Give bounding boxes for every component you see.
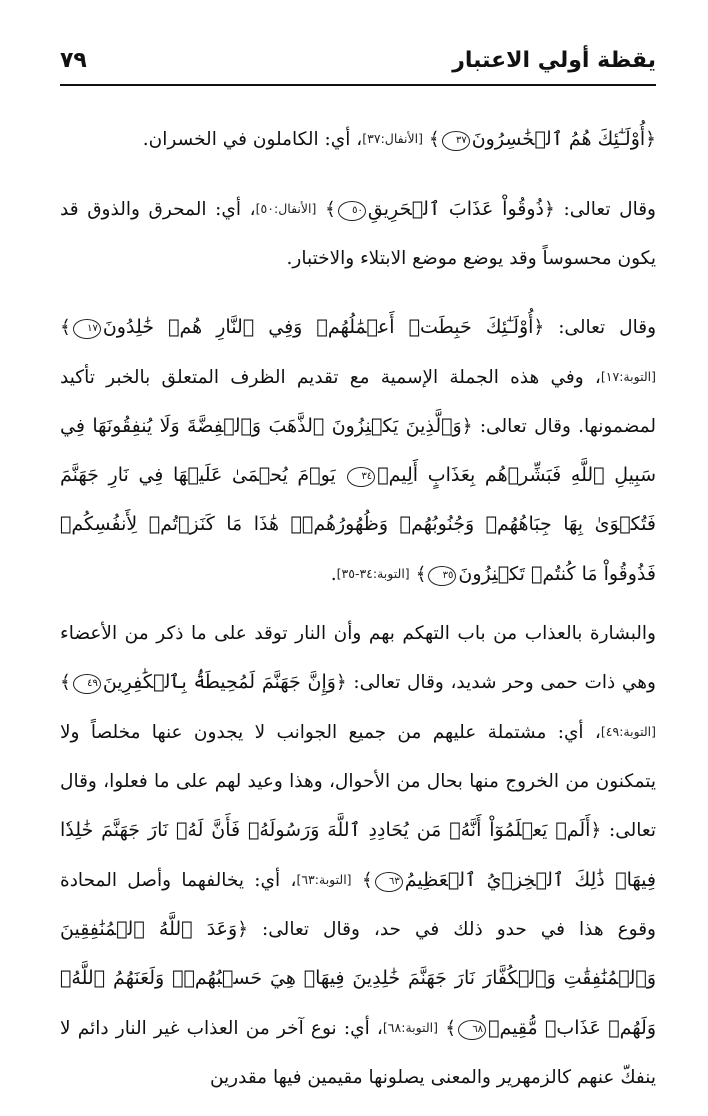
ayah-number-mark: ٤٩ xyxy=(73,674,101,694)
paragraph-2: وقال تعالى: ﴿ذُوقُواْ عَذَابَ ٱلۡحَرِيقِ٥٠﴾ [الأنفال:٥٠]، أي: المحرق والذوق قد يكون محسوساً وقد يوضع موضع الابتلاء والاختبار. xyxy=(60,198,656,269)
ayah-number-mark: ٣٧ xyxy=(442,131,470,151)
paragraph-text: وقال تعالى: xyxy=(558,317,656,338)
ayah-number-mark: ٥٠ xyxy=(338,201,366,221)
quran-verse: ذُوقُواْ عَذَابَ ٱلۡحَرِيقِ xyxy=(367,198,544,220)
paragraph-4: والبشارة بالعذاب من باب التهكم بهم وأن النار توقد على ما ذكر من الأعضاء وهي ذات حمى وحر شديد، وقال تعالى: ﴿وَإِنَّ جَهَنَّمَ لَمُحِيطَةُۢ بِٱلۡكَٰفِرِينَ٤٩﴾ [التوبة:٤٩]، أي: مشتملة عليهم من جميع الجوانب لا يجدون عنها مخلصاً ولا يتمكنون من الخروج منها بحال من الأحوال، وهذا وعيد لهم على ما فعلوا، وقال تعالى: ﴿أَلَمۡ يَعۡلَمُوٓاْ أَنَّهُۥ مَن يُحَادِدِ ٱللَّهَ وَرَسُولَهُۥ فَأَنَّ لَهُۥ نَارَ جَهَنَّمَ خَٰلِدٗا فِيهَاۚ ذَٰلِكَ ٱلۡخِزۡيُ ٱلۡعَظِيمُ٦٣﴾ [التوبة:٦٣]، أي: يخالفهما وأصل المحادة وقوع هذا في حدو ذلك في حد، وقال تعالى: ﴿وَعَدَ ٱللَّهُ ٱلۡمُنَٰفِقِينَ وَٱلۡمُنَٰفِقَٰتِ وَٱلۡكُفَّارَ نَارَ جَهَنَّمَ خَٰلِدِينَ فِيهَاۚ هِيَ حَسۡبُهُمۡۚ وَلَعَنَهُمُ ٱللَّهُۖ وَلَهُمۡ عَذَابٞ مُّقِيمٞ٦٨﴾ [التوبة:٦٨]، أي: نوع آخر من العذاب غير النار دائم لا ينفكّ عنهم كالزمهرير والمعنى يصلونها مقيمين فيها مقدرين xyxy=(60,623,656,1088)
verse-reference: [التوبة:٦٣] xyxy=(296,872,352,887)
paragraph-1: ﴿أُوْلَـٰٓئِكَ هُمُ ٱلۡخَٰسِرُونَ٣٧﴾ [الأنفال:٣٧]، أي: الكاملون في الخسران. xyxy=(142,128,656,150)
paragraph-text: ، أي: نوع آخر من العذاب غير النار دائم لا ينفكّ عنهم كالزمهرير والمعنى يصلونها مقيمين فيها مقدرين xyxy=(60,1018,656,1088)
verse-reference: [الأنفال:٣٧] xyxy=(362,131,423,146)
paragraph-text: ، وفي هذه الجملة الإسمية مع تقديم الظرف المتعلق بالخبر تأكيد لمضمونها. وقال تعالى: xyxy=(60,367,656,437)
book-page xyxy=(60,40,656,1100)
paragraph-text: وقال تعالى: xyxy=(563,199,656,220)
quran-verse: أُوْلَـٰٓئِكَ حَبِطَتۡ أَعۡمَٰلُهُمۡ وَفِي ٱلنَّارِ هُمۡ خَٰلِدُونَ xyxy=(102,316,534,338)
paragraph-text: ، أي: المحرق والذوق قد يكون محسوساً وقد يوضع موضع الابتلاء والاختبار. xyxy=(60,199,656,269)
paragraph-text: ، أي: يخالفهما وأصل المحادة وقوع هذا في حدو ذلك في حد، وقال تعالى: xyxy=(60,870,656,940)
page-number: ٧٩ xyxy=(60,48,87,73)
verse-reference: [التوبة:١٧] xyxy=(600,369,656,384)
quran-verse: وَإِنَّ جَهَنَّمَ لَمُحِيطَةُۢ بِٱلۡكَٰفِرِينَ xyxy=(102,671,336,693)
quran-verse: أُوْلَـٰٓئِكَ هُمُ ٱلۡخَٰسِرُونَ xyxy=(471,128,646,150)
ayah-number-mark: ٦٨ xyxy=(458,1020,486,1040)
page-header xyxy=(60,40,656,86)
ayah-number-mark: ٣٥ xyxy=(428,566,456,586)
running-title: يقظة أولي الاعتبار xyxy=(452,48,656,73)
paragraph-text: ، أي: الكاملون في الخسران. xyxy=(142,129,363,150)
paragraph-text: ، أي: مشتملة عليهم من جميع الجوانب لا يجدون عنها مخلصاً ولا يتمكنون من الخروج منها بحال من الأحوال، وهذا وعيد لهم على ما فعلوا، وقال تعالى: xyxy=(60,722,656,841)
ayah-number-mark: ٦٣ xyxy=(375,872,403,892)
ayah-number-mark: ٣٤ xyxy=(347,467,375,487)
quran-verse: وَعَدَ ٱللَّهُ ٱلۡمُنَٰفِقِينَ وَٱلۡمُنَٰفِقَٰتِ وَٱلۡكُفَّارَ نَارَ جَهَنَّمَ خَٰلِدِينَ فِيهَاۚ هِيَ حَسۡبُهُمۡۚ وَلَعَنَهُمُ ٱللَّهُۖ وَلَهُمۡ عَذَابٞ مُّقِيمٞ xyxy=(60,918,656,1039)
quran-verse: أَلَمۡ يَعۡلَمُوٓاْ أَنَّهُۥ مَن يُحَادِدِ ٱللَّهَ وَرَسُولَهُۥ فَأَنَّ لَهُۥ نَارَ جَهَنَّمَ خَٰلِدٗا فِيهَاۚ ذَٰلِكَ ٱلۡخِزۡيُ ٱلۡعَظِيمُ xyxy=(60,819,656,891)
verse-reference: [الأنفال:٥٠] xyxy=(255,201,317,216)
paragraph-3: وقال تعالى: ﴿أُوْلَـٰٓئِكَ حَبِطَتۡ أَعۡمَٰلُهُمۡ وَفِي ٱلنَّارِ هُمۡ خَٰلِدُونَ١٧﴾ [التوبة:١٧]، وفي هذه الجملة الإسمية مع تقديم الظرف المتعلق بالخبر تأكيد لمضمونها. وقال تعالى: ﴿وَٱلَّذِينَ يَكۡنِزُونَ ٱلذَّهَبَ وَٱلۡفِضَّةَ وَلَا يُنفِقُونَهَا فِي سَبِيلِ ٱللَّهِ فَبَشِّرۡهُم بِعَذَابٍ أَلِيمٖ٣٤ يَوۡمَ يُحۡمَىٰ عَلَيۡهَا فِي نَارِ جَهَنَّمَ فَتُكۡوَىٰ بِهَا جِبَاهُهُمۡ وَجُنُوبُهُمۡ وَظُهُورُهُمۡۖ هَٰذَا مَا كَنَزۡتُمۡ لِأَنفُسِكُمۡ فَذُوقُواْ مَا كُنتُمۡ تَكۡنِزُونَ٣٥﴾ [التوبة:٣٤-٣٥]. xyxy=(60,316,657,585)
verse-reference: [التوبة:٣٤-٣٥] xyxy=(336,566,410,581)
page-body xyxy=(60,114,656,1102)
verse-reference: [التوبة:٦٨] xyxy=(382,1020,439,1035)
quran-verse: يَوۡمَ يُحۡمَىٰ عَلَيۡهَا فِي نَارِ جَهَنَّمَ فَتُكۡوَىٰ بِهَا جِبَاهُهُمۡ وَجُنُوبُهُمۡ وَظُهُورُهُمۡۖ هَٰذَا مَا كَنَزۡتُمۡ لِأَنفُسِكُمۡ فَذُوقُواْ مَا كُنتُمۡ تَكۡنِزُونَ xyxy=(60,464,656,585)
paragraph-text: والبشارة بالعذاب من باب التهكم بهم وأن النار توقد على ما ذكر من الأعضاء وهي ذات حمى وحر شديد، وقال تعالى: xyxy=(60,623,656,693)
quran-verse: وَٱلَّذِينَ يَكۡنِزُونَ ٱلذَّهَبَ وَٱلۡفِضَّةَ وَلَا يُنفِقُونَهَا فِي سَبِيلِ ٱللَّهِ فَبَشِّرۡهُم بِعَذَابٍ أَلِيمٖ xyxy=(60,415,657,486)
verse-reference: [التوبة:٤٩] xyxy=(600,724,656,739)
paragraph-text: . xyxy=(330,564,337,585)
ayah-number-mark: ١٧ xyxy=(73,319,101,339)
